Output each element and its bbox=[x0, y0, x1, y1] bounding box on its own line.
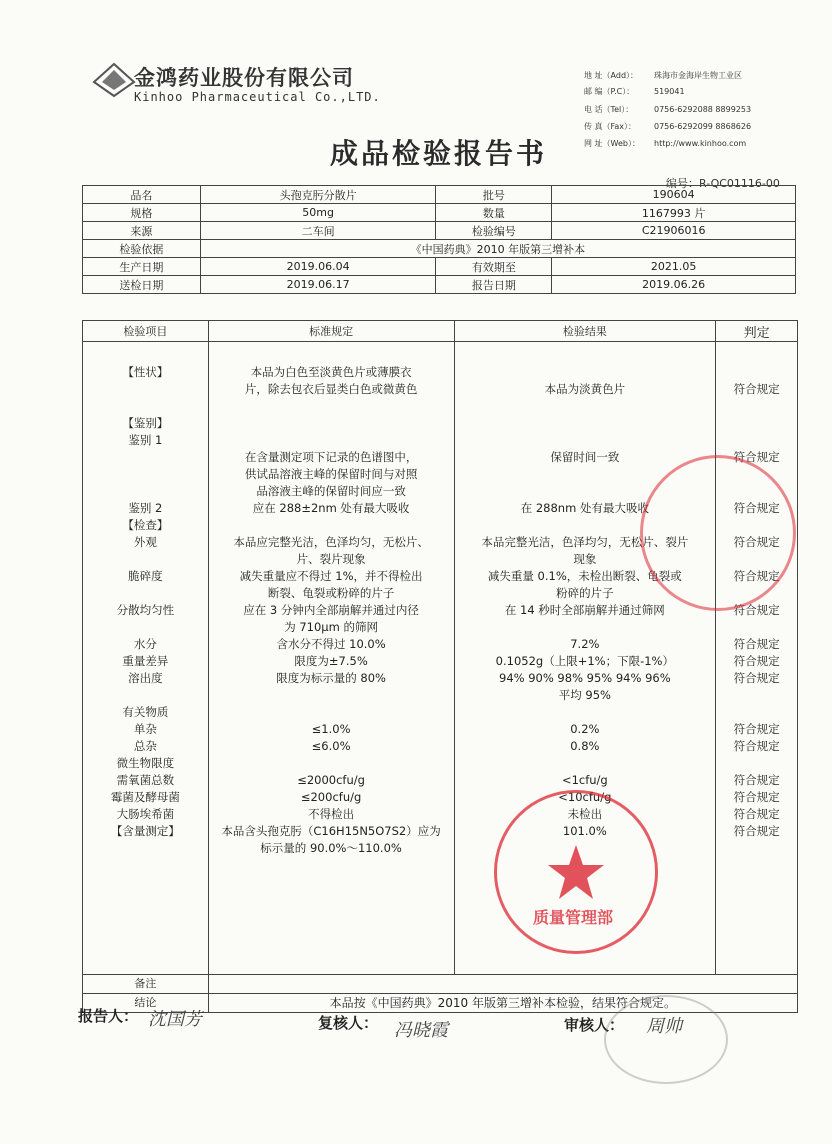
remark-row bbox=[83, 975, 798, 994]
reporter-label: 报告人： bbox=[78, 1007, 139, 1025]
verdict-line: 符合规定 bbox=[733, 773, 780, 787]
standard-line bbox=[209, 398, 454, 415]
verdict-line bbox=[716, 704, 797, 721]
info-row bbox=[83, 222, 796, 240]
result-line bbox=[455, 755, 716, 772]
remark-value bbox=[208, 975, 797, 994]
test-no-label: 检验编号 bbox=[436, 222, 552, 240]
item-line: 霉菌及酵母菌 bbox=[110, 790, 180, 804]
item-line: 鉴别 2 bbox=[128, 501, 163, 515]
item-line: 外观 bbox=[133, 535, 157, 549]
verdict-line: 符合规定 bbox=[733, 501, 780, 515]
verdict-line: 符合规定 bbox=[733, 535, 780, 549]
verdict-line: 符合规定 bbox=[733, 637, 780, 651]
expiry-value: 2021.05 bbox=[552, 258, 796, 276]
result-line: 未检出 bbox=[567, 807, 603, 821]
verdict-line: 符合规定 bbox=[733, 790, 780, 804]
item-line: 有关物质 bbox=[122, 705, 169, 719]
standard-line: 为 710μm 的筛网 bbox=[284, 620, 378, 634]
submit-date-value: 2019.06.17 bbox=[200, 276, 436, 294]
verdict-line bbox=[716, 398, 797, 415]
item-column bbox=[83, 342, 209, 975]
result-line: 0.1052g（上限+1%；下限-1%） bbox=[495, 654, 674, 668]
standard-line: 标示量的 90.0%～110.0% bbox=[260, 841, 402, 855]
item-line bbox=[83, 449, 208, 466]
expiry-label: 有效期至 bbox=[436, 258, 552, 276]
result-line bbox=[455, 364, 716, 381]
results-body-row bbox=[83, 342, 798, 975]
result-line: 保留时间一致 bbox=[550, 450, 620, 464]
item-line: 【检查】 bbox=[122, 518, 169, 532]
verdict-line: 符合规定 bbox=[733, 450, 780, 464]
standard-line: 应在 288±2nm 处有最大吸收 bbox=[252, 501, 410, 515]
info-row bbox=[83, 204, 796, 222]
standard-line: ≤1.0% bbox=[311, 722, 351, 736]
verdict-column bbox=[716, 342, 798, 975]
result-line: 7.2% bbox=[570, 637, 600, 651]
result-line: <1cfu/g bbox=[561, 773, 608, 787]
item-header: 检验项目 bbox=[83, 321, 209, 342]
result-line: 0.2% bbox=[570, 722, 600, 736]
item-line bbox=[83, 466, 208, 483]
basis-label: 检验依据 bbox=[83, 240, 201, 258]
verdict-header: 判定 bbox=[716, 321, 798, 342]
item-list bbox=[83, 364, 208, 857]
standard-line bbox=[209, 517, 454, 534]
verdict-line: 符合规定 bbox=[733, 671, 780, 685]
gray-stamp bbox=[604, 995, 728, 1084]
quality-dept-stamp bbox=[494, 790, 658, 954]
standard-line: 限度为标示量的 80% bbox=[276, 671, 386, 685]
result-line: 本品完整光洁，色泽均匀，无松片、裂片 bbox=[481, 535, 689, 549]
item-line: 脆碎度 bbox=[128, 569, 163, 583]
item-line: 溶出度 bbox=[128, 671, 163, 685]
standard-list bbox=[209, 364, 454, 857]
result-line bbox=[455, 415, 716, 432]
verdict-line: 符合规定 bbox=[733, 569, 780, 583]
verdict-line: 符合规定 bbox=[733, 603, 780, 617]
item-line: 单杂 bbox=[133, 722, 157, 736]
star-icon bbox=[546, 843, 606, 903]
company-logo-icon bbox=[92, 62, 136, 98]
verdict-line: 符合规定 bbox=[733, 824, 780, 838]
document-number: 编号：R-QC01116-00 bbox=[666, 177, 780, 190]
qty-value: 1167993 片 bbox=[552, 204, 796, 222]
standard-line: 本品为白色至淡黄色片或薄膜衣 bbox=[250, 365, 412, 379]
verdict-line: 符合规定 bbox=[733, 739, 780, 753]
standard-line: 含水分不得过 10.0% bbox=[276, 637, 386, 651]
item-line: 重量差异 bbox=[122, 654, 169, 668]
result-line: 本品为淡黄色片 bbox=[544, 382, 626, 396]
standard-line: 片、裂片现象 bbox=[296, 552, 366, 566]
verdict-line: 符合规定 bbox=[733, 654, 780, 668]
reporter-signature: 沈国芳 bbox=[148, 1009, 202, 1030]
basis-value: 《中国药典》2010 年版第三增补本 bbox=[200, 240, 795, 258]
source-label: 来源 bbox=[83, 222, 201, 240]
results-table bbox=[82, 320, 798, 1013]
standard-line: 本品含头孢克肟（C16H15N5O7S2）应为 bbox=[221, 824, 441, 838]
verdict-line bbox=[716, 619, 797, 636]
prod-date-label: 生产日期 bbox=[83, 258, 201, 276]
result-line bbox=[455, 398, 716, 415]
item-line bbox=[83, 483, 208, 500]
qty-label: 数量 bbox=[436, 204, 552, 222]
spec-label: 规格 bbox=[83, 204, 201, 222]
standard-line: 本品应完整光洁，色泽均匀，无松片、 bbox=[233, 535, 429, 549]
result-line: <10cfu/g bbox=[558, 790, 612, 804]
contact-address: 地 址（Add）： 珠海市金海岸生物工业区 bbox=[584, 71, 742, 80]
item-line: 【鉴别】 bbox=[122, 416, 169, 430]
verdict-line: 符合规定 bbox=[733, 807, 780, 821]
spec-value: 50mg bbox=[200, 204, 436, 222]
approver-label: 审核人： bbox=[564, 1016, 625, 1034]
verdict-line bbox=[716, 415, 797, 432]
item-line: 【含量测定】 bbox=[110, 824, 180, 838]
verdict-line bbox=[716, 432, 797, 449]
verdict-line: 符合规定 bbox=[733, 722, 780, 736]
result-line bbox=[455, 704, 716, 721]
contact-postcode: 邮 编（P.C）： 519041 bbox=[584, 87, 685, 96]
standard-line: 供试品溶液主峰的保留时间与对照 bbox=[244, 467, 418, 481]
item-line bbox=[83, 381, 208, 398]
prod-date-value: 2019.06.04 bbox=[200, 258, 436, 276]
result-line: 94% 90% 98% 95% 94% 96% bbox=[499, 671, 671, 685]
batch-label: 批号 bbox=[436, 186, 552, 204]
inspection-stamp bbox=[640, 455, 796, 611]
item-line: 总杂 bbox=[133, 739, 157, 753]
item-line bbox=[83, 585, 208, 602]
document-title: 成品检验报告书 bbox=[330, 137, 548, 170]
verdict-line bbox=[716, 687, 797, 704]
item-line bbox=[83, 619, 208, 636]
result-list bbox=[455, 364, 716, 857]
batch-value: 190604 bbox=[552, 186, 796, 204]
result-line bbox=[455, 432, 716, 449]
stamp-dept-text: 质量管理部 bbox=[533, 908, 614, 927]
standard-line: ≤200cfu/g bbox=[300, 790, 362, 804]
name-value: 头孢克肟分散片 bbox=[200, 186, 436, 204]
result-line: 粉碎的片子 bbox=[556, 586, 614, 600]
standard-line bbox=[209, 687, 454, 704]
item-line bbox=[83, 398, 208, 415]
item-line bbox=[83, 687, 208, 704]
conclusion-label: 结论 bbox=[83, 994, 209, 1013]
contact-web: 网 址（Web）： http://www.kinhoo.com bbox=[584, 139, 747, 148]
item-line: 鉴别 1 bbox=[128, 433, 163, 447]
item-line: 分散均匀性 bbox=[116, 603, 175, 617]
standard-line: ≤6.0% bbox=[311, 739, 351, 753]
result-line bbox=[455, 619, 716, 636]
info-row bbox=[83, 258, 796, 276]
standard-header: 标准规定 bbox=[208, 321, 454, 342]
standard-line: 在含量测定项下记录的色谱图中， bbox=[244, 450, 418, 464]
standard-line bbox=[209, 415, 454, 432]
report-date-value: 2019.06.26 bbox=[552, 276, 796, 294]
verdict-line bbox=[716, 755, 797, 772]
result-line: 在 288nm 处有最大吸收 bbox=[520, 501, 649, 515]
approver-signature: 周帅 bbox=[646, 1016, 682, 1037]
verdict-list bbox=[716, 364, 797, 857]
test-no-value: C21906016 bbox=[552, 222, 796, 240]
result-line: 减失重量 0.1%，未检出断裂、龟裂或 bbox=[487, 569, 682, 583]
item-line bbox=[83, 551, 208, 568]
standard-line: 限度为±7.5% bbox=[294, 654, 368, 668]
standard-line: ≤2000cfu/g bbox=[297, 773, 365, 787]
verdict-line: 符合规定 bbox=[733, 382, 780, 396]
verdict-line bbox=[716, 364, 797, 381]
result-header: 检验结果 bbox=[454, 321, 716, 342]
standard-column bbox=[208, 342, 454, 975]
submit-date-label: 送检日期 bbox=[83, 276, 201, 294]
item-line: 【性状】 bbox=[122, 365, 169, 379]
result-line: 0.8% bbox=[570, 739, 600, 753]
standard-line bbox=[209, 704, 454, 721]
info-row bbox=[83, 276, 796, 294]
info-table bbox=[82, 185, 796, 294]
standard-line: 断裂、龟裂或粉碎的片子 bbox=[267, 586, 395, 600]
remark-label: 备注 bbox=[83, 975, 209, 994]
item-line: 需氧菌总数 bbox=[116, 773, 175, 787]
result-line: 现象 bbox=[573, 552, 597, 566]
item-line bbox=[83, 840, 208, 857]
company-name-en: Kinhoo Pharmaceutical Co.,LTD. bbox=[134, 90, 381, 104]
standard-line bbox=[209, 755, 454, 772]
report-date-label: 报告日期 bbox=[436, 276, 552, 294]
standard-line: 减失重量应不得过 1%，并不得检出 bbox=[239, 569, 423, 583]
result-line: 在 14 秒时全部崩解并通过筛网 bbox=[504, 603, 665, 617]
contact-fax: 传 真（Fax）： 0756-6292099 8868626 bbox=[584, 122, 752, 131]
standard-line: 品溶液主峰的保留时间应一致 bbox=[256, 484, 406, 498]
info-row bbox=[83, 186, 796, 204]
results-header-row bbox=[83, 321, 798, 342]
result-line: 101.0% bbox=[562, 824, 607, 838]
standard-line: 片，除去包衣后显类白色或微黄色 bbox=[244, 382, 418, 396]
conclusion-value: 本品按《中国药典》2010 年版第三增补本检验，结果符合规定。 bbox=[208, 994, 797, 1013]
reviewer-label: 复核人： bbox=[318, 1014, 379, 1032]
item-line: 微生物限度 bbox=[116, 756, 175, 770]
standard-line: 不得检出 bbox=[308, 807, 355, 821]
item-line: 水分 bbox=[133, 637, 157, 651]
verdict-line bbox=[716, 840, 797, 857]
standard-line bbox=[209, 432, 454, 449]
contact-phone: 电 话（Tel）： 0756-6292088 8899253 bbox=[584, 105, 752, 114]
item-line: 大肠埃希菌 bbox=[116, 807, 175, 821]
source-value: 二车间 bbox=[200, 222, 436, 240]
reviewer-signature: 冯晓霞 bbox=[394, 1020, 448, 1041]
info-row bbox=[83, 240, 796, 258]
result-line: 平均 95% bbox=[558, 688, 611, 702]
company-name-cn: 金鸿药业股份有限公司 bbox=[134, 66, 354, 90]
standard-line: 应在 3 分钟内全部崩解并通过内径 bbox=[243, 603, 419, 617]
name-label: 品名 bbox=[83, 186, 201, 204]
